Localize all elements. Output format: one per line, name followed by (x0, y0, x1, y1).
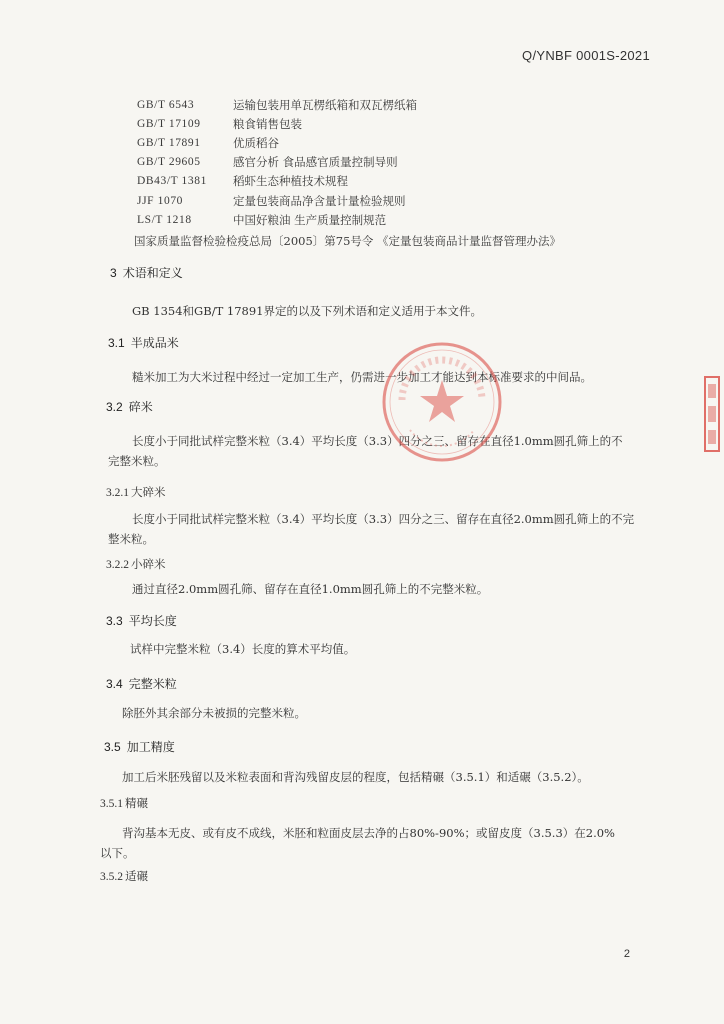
reference-title: 粮食销售包装 (233, 116, 302, 131)
term-definition: 糙米加工为大米过程中经过一定加工生产，仍需进一步加工才能达到本标准要求的中间品。 (132, 370, 592, 384)
subterm-heading (106, 556, 166, 572)
reference-item (137, 172, 657, 191)
term-definition: 通过直径2.0mm圆孔筛、留存在直径1.0mm圆孔筛上的不完整米粒。 (132, 582, 489, 596)
reference-title: 稻虾生态种植技术规程 (233, 174, 348, 189)
term-heading (106, 675, 177, 692)
term-title: 半成品米 (130, 336, 179, 350)
section-intro: GB 1354和GB/T 17891界定的以及下列术语和定义适用于本文件。 (132, 304, 482, 318)
reference-item (137, 95, 657, 114)
reference-item (137, 153, 657, 172)
subterm-heading (100, 868, 148, 884)
term-heading (108, 334, 179, 351)
term-number: 3.5 (104, 740, 121, 754)
reference-title: 感官分析 食品感官质量控制导则 (233, 155, 398, 170)
section-heading (110, 264, 183, 281)
term-number: 3.2.2 (106, 559, 129, 571)
reference-code: GB/T 17891 (137, 136, 201, 149)
reference-code: GB/T 29605 (137, 156, 201, 169)
term-heading (106, 612, 177, 629)
term-title: 碎米 (128, 400, 153, 414)
side-stamp-mark (704, 376, 720, 452)
term-definition-line: 整米粒。 (108, 532, 154, 546)
term-definition-line: 长度小于同批试样完整米粒（3.4）平均长度（3.3）四分之三、留存在直径1.0mm圆孔筛上的不 (132, 434, 623, 448)
term-definition: 试样中完整米粒（3.4）长度的算术平均值。 (130, 642, 356, 656)
document-code: Q/YNBF 0001S-2021 (522, 48, 650, 63)
term-definition: 加工后米胚残留以及米粒表面和背沟残留皮层的程度，包括精碾（3.5.1）和适碾（3.5.2）。 (122, 770, 589, 784)
reference-note: 国家质量监督检验检疫总局〔2005〕第75号令 《定量包装商品计量监督管理办法》 (134, 234, 562, 248)
reference-item (137, 210, 657, 229)
term-number: 3.5.2 (100, 871, 123, 883)
section-number: 3 (110, 266, 117, 280)
term-title: 加工精度 (126, 740, 175, 754)
reference-title: 优质稻谷 (233, 135, 279, 150)
term-title: 大碎米 (131, 485, 166, 499)
reference-code: LS/T 1218 (137, 213, 192, 226)
term-title: 适碾 (125, 869, 148, 883)
term-number: 3.3 (106, 614, 123, 628)
subterm-heading (106, 484, 166, 500)
term-number: 3.2 (106, 400, 123, 414)
term-definition-line: 以下。 (100, 846, 135, 860)
subterm-heading (100, 795, 148, 811)
reference-title: 运输包装用单瓦楞纸箱和双瓦楞纸箱 (233, 97, 417, 112)
term-heading (104, 738, 175, 755)
reference-code: JJF 1070 (137, 194, 184, 207)
term-number: 3.1 (108, 336, 125, 350)
page-number: 2 (623, 948, 630, 960)
term-definition: 除胚外其余部分未被损的完整米粒。 (122, 706, 306, 720)
reference-code: GB/T 6543 (137, 98, 195, 111)
reference-item (137, 114, 657, 133)
reference-code: DB43/T 1381 (137, 175, 207, 188)
section-title: 术语和定义 (122, 266, 183, 280)
reference-title: 中国好粮油 生产质量控制规范 (233, 212, 387, 227)
reference-code: GB/T 17109 (137, 117, 201, 130)
term-number: 3.4 (106, 677, 123, 691)
term-number: 3.5.1 (100, 798, 123, 810)
reference-item (137, 133, 657, 152)
reference-title: 定量包装商品净含量计量检验规则 (233, 193, 406, 208)
term-title: 精碾 (125, 796, 148, 810)
term-number: 3.2.1 (106, 487, 129, 499)
term-title: 小碎米 (131, 557, 166, 571)
normative-references (137, 95, 657, 229)
term-definition-line: 长度小于同批试样完整米粒（3.4）平均长度（3.3）四分之三、留存在直径2.0mm圆孔筛上的不完 (132, 512, 635, 526)
term-definition-line: 完整米粒。 (108, 454, 166, 468)
term-heading (106, 398, 153, 415)
term-title: 平均长度 (128, 614, 177, 628)
term-definition-line: 背沟基本无皮、或有皮不成线，米胚和粒面皮层去净的占80%-90%；或留皮度（3.5.3）在2.0% (122, 826, 615, 840)
term-title: 完整米粒 (128, 677, 177, 691)
reference-item (137, 191, 657, 210)
